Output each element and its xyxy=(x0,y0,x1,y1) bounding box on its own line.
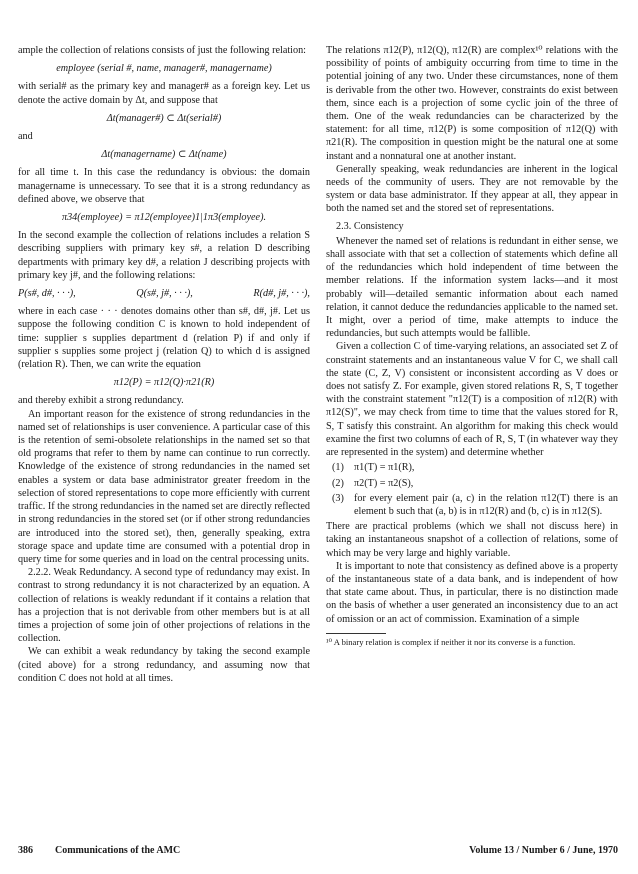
equation: Δt(managername) ⊂ Δt(name) xyxy=(101,149,227,161)
equation: Δt(manager#) ⊂ Δt(serial#) xyxy=(106,112,222,124)
right-column xyxy=(326,44,618,647)
list-number: (3) xyxy=(332,492,344,504)
paragraph: 2.2.2. Weak Redundancy. A second type of redundancy may exist. In contrast to strong redundancy it is not characterized by an equation. A collection of relations is weakly redundant if it contains a relation that has a projection that is not derivable from other members but is at all times a projection of some join of other projections of relations in the collection. xyxy=(18,567,310,645)
equation: π34(employee) = π12(employee)1|1π3(employee). xyxy=(61,212,267,224)
relations-equation-row xyxy=(18,287,310,300)
list-text: for every element pair (a, c) in the relation π12(T) there is an element b such that (a, b) is in π12(R) and (b, c) is in π12(S). xyxy=(354,492,618,517)
list-item xyxy=(326,461,618,474)
paragraph: There are practical problems (which we shall not discuss here) in taking an instantaneous snapshot of a collection of relations, some of which may be very large and highly variable. xyxy=(326,521,618,559)
list-text: π2(T) = π2(S), xyxy=(354,477,414,489)
paragraph: Generally speaking, weak redundancies are inherent in the logical needs of the community of users. They are not removable by the system or data base administrator. If they appear at all, they appear in both the named set and the stored set of representations. xyxy=(326,163,618,215)
list-number: (1) xyxy=(332,462,344,474)
list-item xyxy=(326,492,618,518)
paragraph: and thereby exhibit a strong redundancy. xyxy=(18,395,184,407)
footnote: ¹⁰ A binary relation is complex if neither it nor its converse is a function. xyxy=(326,636,576,647)
page-footer xyxy=(18,845,618,856)
footnote-divider xyxy=(326,633,386,634)
paragraph: with serial# as the primary key and manager# as a foreign key. Let us denote the active domain by Δt, and suppose that xyxy=(18,81,310,106)
page-number: 386 xyxy=(18,845,33,856)
condition-list xyxy=(326,461,618,518)
equation: π12(P) = π12(Q)·π21(R) xyxy=(113,377,215,389)
relation-q: Q(s#, j#, · · ·), xyxy=(136,288,193,300)
journal-name: Communications of the AMC xyxy=(55,845,181,856)
paragraph: for all time t. In this case the redundancy is obvious: the domain managername is unnecessary. To see that it is a strong redundancy as defined above, we observe that xyxy=(18,167,310,205)
paragraph: It is important to note that consistency as defined above is a property of the instantaneous state of a data bank, and is independent of how that state came about. Thus, in particular, there is no distinction made on the basis of whether a user generated an inconsistency due to an act of omission or an act of commission. Examination of a simple xyxy=(326,560,618,625)
paragraph: The relations π12(P), π12(Q), π12(R) are complex¹⁰ relations with the possibility of points of ambiguity occurring from time to time in the potential joining of any two. Under these circumstances, none of them is derivable from the other two. However, constraints do exist between them, since each is a projection of some cyclic join of the three of them. One of the weak redundancies can be characterized by the statement: for all time, π12(P) is some composition of π12(Q) with π21(R). The composition in question might be the natural one at some instant and a nonnatural one at another instant. xyxy=(326,45,618,162)
paragraph: In the second example the collection of relations includes a relation S describing suppliers with primary key s#, a relation D describing departments with primary key d#, a relation J describing projects with primary key j#, and the following relations: xyxy=(18,230,310,281)
section-heading: 2.3. Consistency xyxy=(336,220,404,232)
paragraph: An important reason for the existence of strong redundancies in the named set of relationships is user convenience. A particular case of this is the retention of semi-obsolete relationships in the named set so that old programs that refer to them by name can continue to run correctly. Knowledge of the existence of strong redundancies in the named set enables a system or data base administrator greater freedom in the selection of stored representations to cope more efficiently with current traffic. If the strong redundancies in the named set are directly reflected in strong redundancies in the stored set (or if other strong redundancies are introduced into the stored set), then, generally speaking, extra storage space and update time are consumed with a potential drop in query time for some queries and in load on the central processing units. xyxy=(18,408,310,565)
paragraph: Given a collection C of time-varying relations, an associated set Z of constraint statements and an instantaneous value V for C, we shall call the state (C, Z, V) consistent or inconsistent according as V does or does not satisfy Z. For example, given stored relations R, S, T together with the constraint statement "π12(T) is a composition of π12(R) with π12(S)", we may check from time to time that the values stored for R, S, T satisfy this constraint. An algorithm for making this check would examine the first two columns of each of R, S, T (in whatever way they are represented in the system) and determine whether xyxy=(326,341,618,459)
list-item xyxy=(326,477,618,490)
list-number: (2) xyxy=(332,477,344,489)
paragraph: We can exhibit a weak redundancy by taking the second example (cited above) for a strong redundancy, and assuming now that condition C does not hold at all times. xyxy=(18,646,310,684)
equation: employee (serial #, name, manager#, managername) xyxy=(56,63,272,75)
list-text: π1(T) = π1(R), xyxy=(354,462,415,474)
connector-text: and xyxy=(18,131,33,143)
paragraph: Whenever the named set of relations is redundant in either sense, we shall associate with that set a collection of statements which define all of the redundancies which hold independent of time between the member relations. If the information system lacks—and it most probably will—detailed semantic information about each named relation, it cannot deduce the redundancies applicable to the named set. It might, over a period of time, make attempts to induce the redundancies, but such attempts would be fallible. xyxy=(326,235,618,340)
relation-p: P(s#, d#, · · ·), xyxy=(18,288,76,300)
paragraph: where in each case · · · denotes domains other than s#, d#, j#. Let us suppose the following condition C is known to hold independent of time: supplier s supplies department d (relation P) if and only if supplier s supplies some project j (relation Q) to which d is assigned (relation R). Then, we can write the equation xyxy=(18,306,310,371)
left-column xyxy=(18,44,310,685)
paragraph: ample the collection of relations consists of just the following relation: xyxy=(18,45,307,56)
relation-r: R(d#, j#, · · ·), xyxy=(253,288,310,300)
issue-info: Volume 13 / Number 6 / June, 1970 xyxy=(469,845,618,856)
